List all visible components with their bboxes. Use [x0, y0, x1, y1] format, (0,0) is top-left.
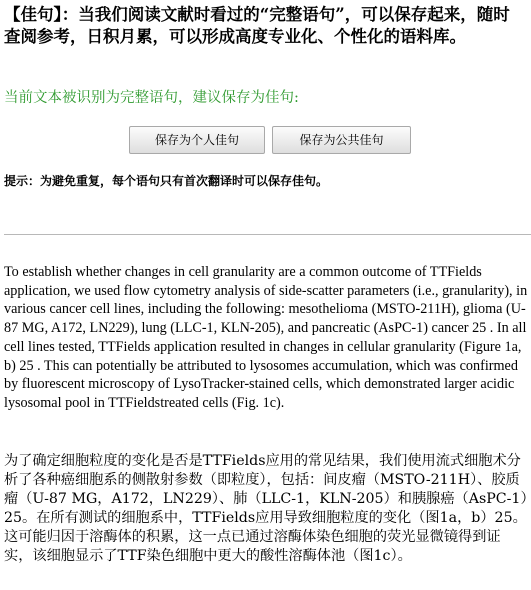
save-public-phrase-button[interactable]: 保存为公共佳句	[272, 126, 411, 154]
section-divider	[4, 234, 531, 235]
source-text-english: To establish whether changes in cell granularity are a common outcome of TTFields application, we used flow cytometry analysis of side-scatter parameters (i.e., granularity), in various cancer cell lines, including the following: mesothelioma (MSTO-211H), glioma (U-87 MG, A172, LN229), lung (LLC-1, KLN-205), and pancreatic (AsPC-1) cancer 25 . In all cell lines tested, TTFields application resulted in changes in cellular granularity (Figure 1a, b) 25 . This can potentially be attributed to lysosomes accumulation, which was confirmed by fluorescent microscopy of LysoTracker-stained cells, which demonstrated larger acidic lysosomal pool in TTFieldstreated cells (Fig. 1c).	[4, 264, 528, 411]
save-personal-phrase-button[interactable]: 保存为个人佳句	[129, 126, 265, 154]
detection-status-message: 当前文本被识别为完整语句，建议保存为佳句:	[4, 90, 299, 106]
translated-text-chinese: 为了确定细胞粒度的变化是否是TTFields应用的常见结果，我们使用流式细胞术分析了各种癌细胞系的侧散射参数（即粒度），包括：间皮瘤（MSTO-211H）、胶质瘤（U-87 MG，A172，LN229）、肺（LLC-1，KLN-205）和胰腺癌（AsPC-1）25。在所有测试的细胞系中，TTFields应用导致细胞粒度的变化（图1a，b）25。这可能归因于溶酶体的积累，这一点已通过溶酶体染色细胞的荧光显微镜得到证实，该细胞显示了TTF染色细胞中更大的酸性溶酶体池（图1c）。	[4, 453, 528, 564]
save-button-row	[0, 126, 531, 154]
save-phrase-intro: 【佳句】：当我们阅读文献时看过的“完整语句”，可以保存起来，随时查阅参考，日积月累，可以形成高度专业化、个性化的语料库。	[4, 5, 510, 46]
save-hint: 提示：为避免重复，每个语句只有首次翻译时可以保存佳句。	[4, 174, 329, 188]
